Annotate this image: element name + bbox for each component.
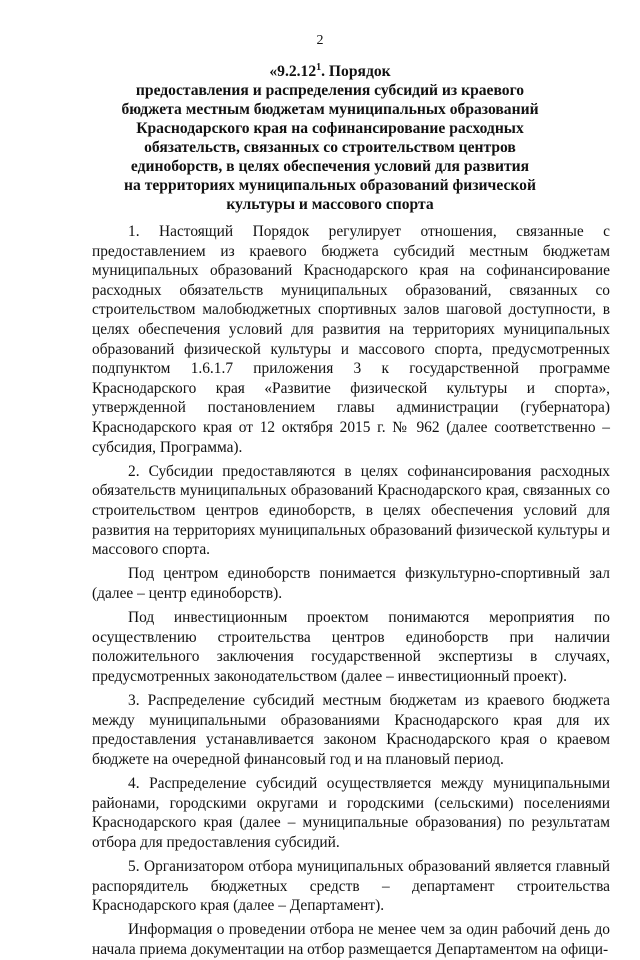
heading-line: обязательств, связанных со строительством центров [144,139,516,156]
paragraph-3: 3. Распределение субсидий местным бюджетам из краевого бюджета между муниципальными образованиями Краснодарского края для их предоставления устанавливается законом Краснодарского края о краевом бюджете на очередной финансовый год и на плановый период. [92,692,610,768]
heading-title-line: «9.2.12$^1$. Порядок [269,61,391,80]
heading-line: единоборств, в целях обеспечения условий для развития [130,158,530,175]
paragraph-4: 4. Распределение субсидий осуществляется между муниципальными районами, городскими округами и городскими (сельскими) поселениями Краснодарского края (далее – муниципальные образования) по результатам отбора для предоставления субсидий. [92,775,610,851]
page-number: 2 [316,33,324,48]
heading-line: Краснодарского края на софинансирование расходных [136,120,524,137]
paragraph-selection-info: Информация о проведении отбора не менее чем за один рабочий день до начала приема документации на отбор размещается Департаментом на офици- [92,921,610,958]
heading-line: предоставления и распределения субсидий из краевого [135,82,525,99]
paragraph-center-definition: Под центром единоборств понимается физкультурно-спортивный зал (далее – центр единоборств). [92,565,610,602]
heading-line: на территориях муниципальных образований физической [124,177,536,194]
paragraph-project-definition: Под инвестиционным проектом понимаются мероприятия по осуществлению строительства центров единоборств при наличии положительного заключения государственной экспертизы в случаях, предусмотренных законодательством (далее – инвестиционный проект). [92,609,610,685]
heading-superscript: 1 [316,61,322,73]
section-heading [100,62,560,214]
paragraph-2: 2. Субсидии предоставляются в целях софинансирования расходных обязательств муниципальных образований Краснодарского края, связанных со строительством центров единоборств, в целях обеспечения условий для развития на территориях муниципальных образований физической культуры и массового спорта. [92,462,610,559]
document-body [92,222,610,960]
paragraph-1: 1. Настоящий Порядок регулирует отношения, связанные с предоставлением из краевого бюджета субсидий местным бюджетам муниципальных образований Краснодарского края на софинансирование расходных обязательств муниципальных образований, связанных со строительством малобюджетных спортивных залов шаговой доступности, в целях обеспечения условий для развития на территориях муниципальных образований физической культуры и массового спорта, предусмотренных подпунктом 1.6.1.7 приложения 3 к государственной программе Краснодарского края «Развитие физической культуры и спорта», утвержденной постановлением главы администрации (губернатора) Краснодарского края от 12 октября 2015 г. № 962 (далее соответственно – субсидия, Программа). [92,223,610,456]
heading-line: культуры и массового спорта [226,196,434,213]
heading-line: бюджета местным бюджетам муниципальных образований [121,101,539,118]
paragraph-5: 5. Организатором отбора муниципальных образований является главный распорядитель бюджетных средств – департамент строительства Краснодарского края (далее – Департамент). [92,857,610,915]
